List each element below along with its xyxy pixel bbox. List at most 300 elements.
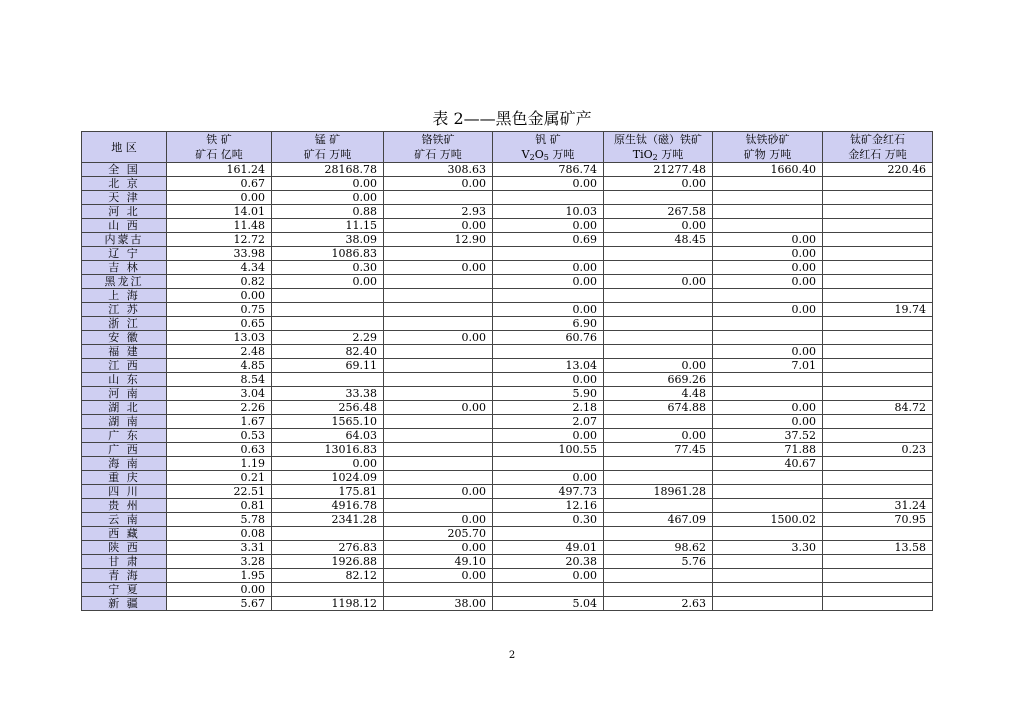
value-cell: [713, 219, 823, 233]
value-cell: [604, 261, 713, 275]
table-row: [82, 289, 933, 303]
table-row: [82, 569, 933, 583]
value-cell: 1565.10: [272, 415, 384, 429]
value-cell: 2.48: [167, 345, 272, 359]
value-cell: 20.38: [493, 555, 604, 569]
value-cell: [823, 373, 933, 387]
value-cell: [823, 583, 933, 597]
value-cell: [713, 527, 823, 541]
header-col-6-line1: 钛铁砂矿: [713, 132, 823, 148]
value-cell: [384, 499, 493, 513]
value-cell: 0.00: [272, 191, 384, 205]
value-cell: 4.85: [167, 359, 272, 373]
value-cell: 2.18: [493, 401, 604, 415]
table-title: 表 2——黑色金属矿产: [432, 109, 592, 128]
value-cell: 4.34: [167, 261, 272, 275]
value-cell: [713, 471, 823, 485]
value-cell: [713, 177, 823, 191]
table-row: [82, 373, 933, 387]
value-cell: 82.40: [272, 345, 384, 359]
value-cell: [823, 485, 933, 499]
table-row: [82, 317, 933, 331]
table-row: [82, 541, 933, 555]
table-row: [82, 219, 933, 233]
value-cell: 11.15: [272, 219, 384, 233]
value-cell: 0.21: [167, 471, 272, 485]
value-cell: 37.52: [713, 429, 823, 443]
value-cell: 0.00: [604, 275, 713, 289]
value-cell: [384, 415, 493, 429]
value-cell: 0.30: [493, 513, 604, 527]
value-cell: 60.76: [493, 331, 604, 345]
value-cell: 0.00: [604, 177, 713, 191]
value-cell: [604, 457, 713, 471]
value-cell: [823, 247, 933, 261]
value-cell: 49.10: [384, 555, 493, 569]
region-cell: 江 苏: [82, 303, 167, 317]
value-cell: [384, 191, 493, 205]
value-cell: [823, 191, 933, 205]
value-cell: [713, 597, 823, 611]
value-cell: 3.28: [167, 555, 272, 569]
value-cell: 0.00: [493, 275, 604, 289]
value-cell: [384, 443, 493, 457]
region-cell: 福 建: [82, 345, 167, 359]
value-cell: 31.24: [823, 499, 933, 513]
region-cell: 河 南: [82, 387, 167, 401]
value-cell: [493, 191, 604, 205]
value-cell: 0.75: [167, 303, 272, 317]
value-cell: 669.26: [604, 373, 713, 387]
value-cell: 77.45: [604, 443, 713, 457]
header-col-4-line2: $V_2O_5$ 万吨: [493, 147, 604, 163]
value-cell: [272, 317, 384, 331]
region-cell: 山 东: [82, 373, 167, 387]
table-row: [82, 163, 933, 177]
value-cell: [604, 471, 713, 485]
region-cell: 广 东: [82, 429, 167, 443]
value-cell: 1086.83: [272, 247, 384, 261]
table-row: [82, 303, 933, 317]
region-cell: 内蒙古: [82, 233, 167, 247]
value-cell: [384, 247, 493, 261]
value-cell: [493, 345, 604, 359]
value-cell: [823, 261, 933, 275]
value-cell: [823, 359, 933, 373]
region-cell: 贵 州: [82, 499, 167, 513]
value-cell: [493, 289, 604, 303]
value-cell: 0.00: [493, 373, 604, 387]
table-row: [82, 177, 933, 191]
value-cell: [713, 555, 823, 569]
table-row: [82, 597, 933, 611]
header-col-3-line2: 矿石 万吨: [384, 147, 493, 163]
value-cell: 10.03: [493, 205, 604, 219]
value-cell: 220.46: [823, 163, 933, 177]
value-cell: [713, 191, 823, 205]
table-row: [82, 387, 933, 401]
value-cell: 48.45: [604, 233, 713, 247]
table-header: [82, 132, 933, 163]
value-cell: 0.00: [604, 429, 713, 443]
value-cell: 0.00: [713, 401, 823, 415]
value-cell: 0.00: [167, 191, 272, 205]
value-cell: 6.90: [493, 317, 604, 331]
value-cell: [384, 303, 493, 317]
table-row: [82, 499, 933, 513]
value-cell: 0.00: [384, 513, 493, 527]
value-cell: 0.00: [713, 247, 823, 261]
region-cell: 吉 林: [82, 261, 167, 275]
region-cell: 黑龙江: [82, 275, 167, 289]
region-cell: 海 南: [82, 457, 167, 471]
value-cell: [493, 457, 604, 471]
value-cell: 28168.78: [272, 163, 384, 177]
value-cell: 2.26: [167, 401, 272, 415]
value-cell: [493, 247, 604, 261]
value-cell: 22.51: [167, 485, 272, 499]
value-cell: 0.00: [272, 275, 384, 289]
value-cell: 33.38: [272, 387, 384, 401]
value-cell: 13.58: [823, 541, 933, 555]
value-cell: [272, 583, 384, 597]
value-cell: [384, 275, 493, 289]
table-row: [82, 261, 933, 275]
region-cell: 北 京: [82, 177, 167, 191]
value-cell: [823, 471, 933, 485]
value-cell: 3.30: [713, 541, 823, 555]
value-cell: 4916.78: [272, 499, 384, 513]
value-cell: 467.09: [604, 513, 713, 527]
value-cell: 0.00: [384, 541, 493, 555]
value-cell: 100.55: [493, 443, 604, 457]
value-cell: 5.67: [167, 597, 272, 611]
value-cell: 0.00: [713, 233, 823, 247]
value-cell: [272, 303, 384, 317]
value-cell: 1500.02: [713, 513, 823, 527]
value-cell: 8.54: [167, 373, 272, 387]
value-cell: 13016.83: [272, 443, 384, 457]
value-cell: 0.08: [167, 527, 272, 541]
header-region: 地 区: [82, 132, 167, 163]
value-cell: [384, 429, 493, 443]
value-cell: [384, 583, 493, 597]
header-col-2-line2: 矿石 万吨: [272, 147, 384, 163]
value-cell: 0.00: [493, 303, 604, 317]
value-cell: 0.67: [167, 177, 272, 191]
header-col-4-line1: 钒 矿: [493, 132, 604, 148]
value-cell: [384, 373, 493, 387]
value-cell: 0.00: [272, 177, 384, 191]
value-cell: [823, 597, 933, 611]
value-cell: 3.31: [167, 541, 272, 555]
value-cell: [823, 457, 933, 471]
value-cell: 0.00: [272, 457, 384, 471]
value-cell: [384, 359, 493, 373]
value-cell: [823, 555, 933, 569]
value-cell: 0.00: [493, 177, 604, 191]
region-cell: 四 川: [82, 485, 167, 499]
value-cell: 0.00: [604, 359, 713, 373]
value-cell: 0.00: [167, 583, 272, 597]
value-cell: 5.90: [493, 387, 604, 401]
value-cell: [272, 373, 384, 387]
value-cell: [713, 387, 823, 401]
value-cell: [713, 499, 823, 513]
value-cell: [604, 191, 713, 205]
value-cell: 0.81: [167, 499, 272, 513]
header-col-6-line2: 矿物 万吨: [713, 147, 823, 163]
value-cell: 2341.28: [272, 513, 384, 527]
value-cell: 276.83: [272, 541, 384, 555]
value-cell: 3.04: [167, 387, 272, 401]
value-cell: [713, 373, 823, 387]
value-cell: 0.23: [823, 443, 933, 457]
value-cell: 0.65: [167, 317, 272, 331]
table-row: [82, 527, 933, 541]
table-row: [82, 247, 933, 261]
region-cell: 新 疆: [82, 597, 167, 611]
value-cell: 21277.48: [604, 163, 713, 177]
value-cell: 5.04: [493, 597, 604, 611]
value-cell: [713, 317, 823, 331]
value-cell: 13.04: [493, 359, 604, 373]
value-cell: 0.00: [493, 471, 604, 485]
value-cell: [604, 499, 713, 513]
value-cell: 5.76: [604, 555, 713, 569]
header-col-1-line2: 矿石 亿吨: [167, 147, 272, 163]
value-cell: [823, 527, 933, 541]
value-cell: [604, 345, 713, 359]
value-cell: 0.00: [384, 331, 493, 345]
value-cell: [604, 303, 713, 317]
value-cell: 2.93: [384, 205, 493, 219]
value-cell: [604, 527, 713, 541]
value-cell: 4.48: [604, 387, 713, 401]
region-cell: 河 北: [82, 205, 167, 219]
value-cell: [823, 387, 933, 401]
value-cell: 1.95: [167, 569, 272, 583]
value-cell: 1660.40: [713, 163, 823, 177]
region-cell: 陕 西: [82, 541, 167, 555]
value-cell: [713, 205, 823, 219]
value-cell: [384, 471, 493, 485]
value-cell: [713, 583, 823, 597]
value-cell: 12.16: [493, 499, 604, 513]
value-cell: 1198.12: [272, 597, 384, 611]
value-cell: 82.12: [272, 569, 384, 583]
value-cell: 11.48: [167, 219, 272, 233]
value-cell: 98.62: [604, 541, 713, 555]
value-cell: 49.01: [493, 541, 604, 555]
region-cell: 青 海: [82, 569, 167, 583]
region-cell: 重 庆: [82, 471, 167, 485]
value-cell: 0.00: [493, 261, 604, 275]
value-cell: [272, 289, 384, 303]
table-row: [82, 443, 933, 457]
value-cell: [823, 317, 933, 331]
value-cell: [272, 527, 384, 541]
value-cell: 205.70: [384, 527, 493, 541]
value-cell: 0.00: [713, 345, 823, 359]
value-cell: 0.63: [167, 443, 272, 457]
value-cell: 12.90: [384, 233, 493, 247]
table-row: [82, 457, 933, 471]
value-cell: 256.48: [272, 401, 384, 415]
region-cell: 云 南: [82, 513, 167, 527]
value-cell: 18961.28: [604, 485, 713, 499]
table-row: [82, 205, 933, 219]
value-cell: 0.00: [493, 219, 604, 233]
value-cell: 69.11: [272, 359, 384, 373]
table-row: [82, 513, 933, 527]
table-row: [82, 345, 933, 359]
region-cell: 上 海: [82, 289, 167, 303]
region-cell: 甘 肃: [82, 555, 167, 569]
header-row-1: [82, 132, 933, 148]
value-cell: 674.88: [604, 401, 713, 415]
value-cell: 0.88: [272, 205, 384, 219]
region-cell: 天 津: [82, 191, 167, 205]
value-cell: 0.00: [604, 219, 713, 233]
table-row: [82, 233, 933, 247]
value-cell: 2.29: [272, 331, 384, 345]
value-cell: [604, 415, 713, 429]
value-cell: [384, 387, 493, 401]
table-row: [82, 429, 933, 443]
value-cell: 0.00: [384, 261, 493, 275]
value-cell: [823, 331, 933, 345]
value-cell: 64.03: [272, 429, 384, 443]
table-row: [82, 471, 933, 485]
value-cell: 19.74: [823, 303, 933, 317]
region-cell: 宁 夏: [82, 583, 167, 597]
value-cell: 308.63: [384, 163, 493, 177]
value-cell: 0.00: [493, 429, 604, 443]
value-cell: 0.00: [713, 415, 823, 429]
value-cell: 0.00: [384, 485, 493, 499]
value-cell: 2.07: [493, 415, 604, 429]
value-cell: [493, 527, 604, 541]
table-row: [82, 191, 933, 205]
value-cell: 12.72: [167, 233, 272, 247]
value-cell: 70.95: [823, 513, 933, 527]
value-cell: [384, 317, 493, 331]
value-cell: 267.58: [604, 205, 713, 219]
header-col-7-line1: 钛矿金红石: [823, 132, 933, 148]
value-cell: 1926.88: [272, 555, 384, 569]
value-cell: 0.00: [167, 289, 272, 303]
header-row-2: [82, 147, 933, 163]
table-row: [82, 485, 933, 499]
region-cell: 江 西: [82, 359, 167, 373]
value-cell: 14.01: [167, 205, 272, 219]
value-cell: [604, 247, 713, 261]
value-cell: 0.00: [384, 569, 493, 583]
value-cell: [604, 331, 713, 345]
header-col-1-line1: 铁 矿: [167, 132, 272, 148]
value-cell: 0.00: [493, 569, 604, 583]
value-cell: 33.98: [167, 247, 272, 261]
value-cell: 0.82: [167, 275, 272, 289]
table-row: [82, 583, 933, 597]
region-cell: 全 国: [82, 163, 167, 177]
value-cell: 0.00: [384, 219, 493, 233]
header-col-5-line2: TiO$_2$ 万吨: [604, 147, 713, 163]
value-cell: 0.53: [167, 429, 272, 443]
value-cell: 0.00: [384, 177, 493, 191]
value-cell: 0.69: [493, 233, 604, 247]
value-cell: 38.09: [272, 233, 384, 247]
value-cell: 786.74: [493, 163, 604, 177]
value-cell: [604, 583, 713, 597]
header-col-7-line2: 金红石 万吨: [823, 147, 933, 163]
value-cell: [823, 345, 933, 359]
value-cell: [493, 583, 604, 597]
value-cell: [823, 177, 933, 191]
table-row: [82, 555, 933, 569]
value-cell: [604, 569, 713, 583]
value-cell: [604, 289, 713, 303]
region-cell: 浙 江: [82, 317, 167, 331]
value-cell: [823, 415, 933, 429]
table-row: [82, 359, 933, 373]
value-cell: 175.81: [272, 485, 384, 499]
value-cell: 0.00: [713, 303, 823, 317]
header-col-5-line1: 原生钛（磁）铁矿: [604, 132, 713, 148]
table-row: [82, 331, 933, 345]
value-cell: 1024.09: [272, 471, 384, 485]
value-cell: [713, 331, 823, 345]
value-cell: [604, 317, 713, 331]
value-cell: [823, 205, 933, 219]
value-cell: [713, 289, 823, 303]
value-cell: [384, 345, 493, 359]
region-cell: 湖 北: [82, 401, 167, 415]
region-cell: 山 西: [82, 219, 167, 233]
value-cell: 497.73: [493, 485, 604, 499]
table-row: [82, 401, 933, 415]
table-row: [82, 415, 933, 429]
value-cell: [823, 289, 933, 303]
value-cell: 0.30: [272, 261, 384, 275]
value-cell: 0.00: [713, 261, 823, 275]
value-cell: 84.72: [823, 401, 933, 415]
value-cell: [823, 429, 933, 443]
value-cell: 40.67: [713, 457, 823, 471]
value-cell: [384, 289, 493, 303]
header-col-2-line1: 锰 矿: [272, 132, 384, 148]
value-cell: [823, 569, 933, 583]
page-number: 2: [508, 650, 516, 661]
value-cell: 1.67: [167, 415, 272, 429]
value-cell: 1.19: [167, 457, 272, 471]
value-cell: 0.00: [713, 275, 823, 289]
region-cell: 西 藏: [82, 527, 167, 541]
value-cell: 7.01: [713, 359, 823, 373]
header-col-3-line1: 铬铁矿: [384, 132, 493, 148]
value-cell: 5.78: [167, 513, 272, 527]
value-cell: 161.24: [167, 163, 272, 177]
value-cell: 2.63: [604, 597, 713, 611]
value-cell: [823, 275, 933, 289]
region-cell: 安 徽: [82, 331, 167, 345]
table-row: [82, 275, 933, 289]
table-body: [82, 163, 933, 611]
region-cell: 湖 南: [82, 415, 167, 429]
region-cell: 广 西: [82, 443, 167, 457]
ferrous-metals-table: [81, 131, 933, 611]
